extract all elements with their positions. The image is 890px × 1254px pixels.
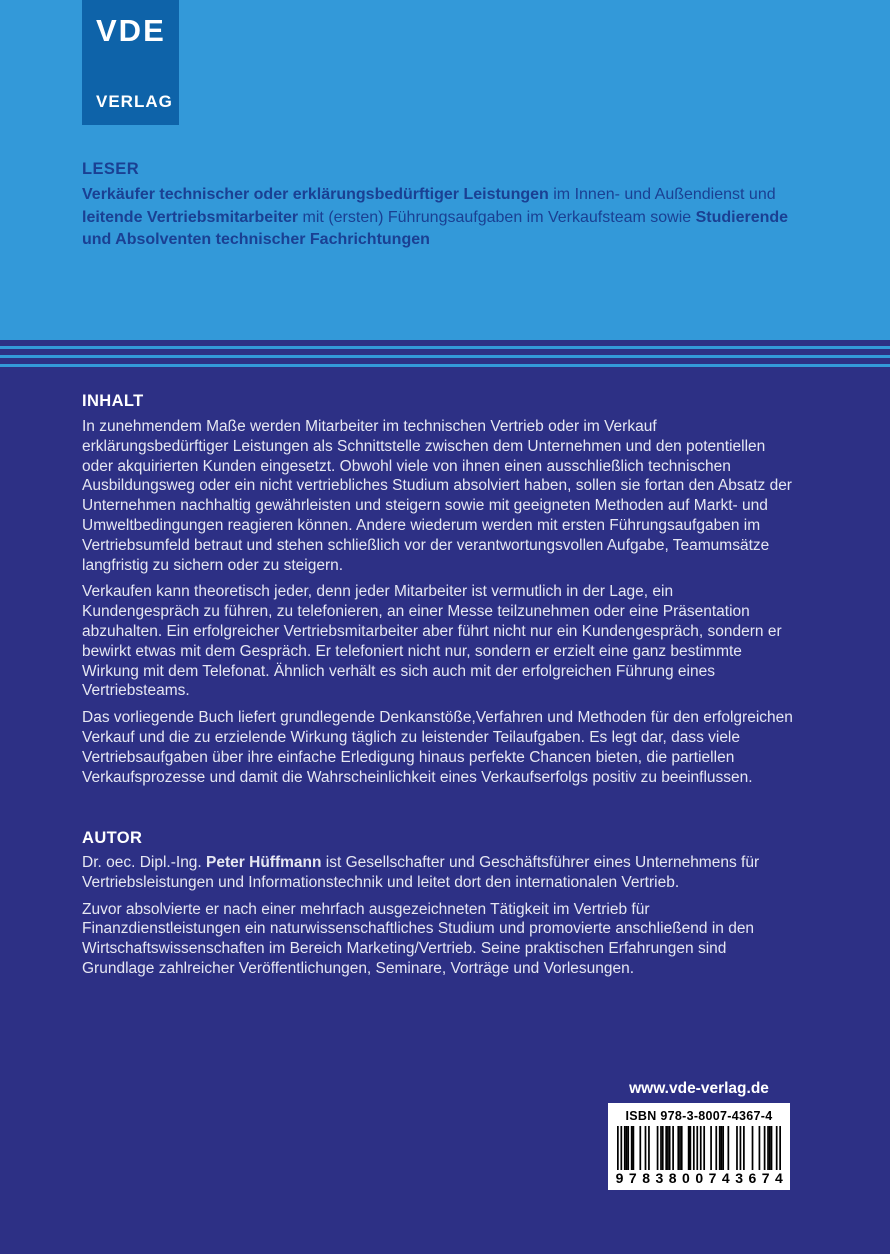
- top-section: [0, 0, 890, 337]
- divider-stripes: [0, 337, 890, 373]
- isbn-barcode-box: [608, 1103, 790, 1190]
- autor-text: [82, 853, 794, 979]
- inhalt-paragraph-2: Verkaufen kann theoretisch jeder, denn jeder Mitarbeiter ist vermutlich in der Lage, ein Kundengespräch zu führen, zu telefonieren, an einer Messe teilzunehmen oder eine Präsentation abzuhalten. Ein erfolgreicher Vertriebsmitarbeiter aber führt nicht nur ein Kundengespräch, sondern er bewirkt etwas mit dem Gespräch. Er telefoniert nicht nur, sondern er erzielt eine ganz bestimmte Wirkung mit dem Telefonat. Ähnlich verhält es sich auch mit der erfolgreichen Führung eines Vertriebsteams.: [82, 583, 782, 700]
- leser-text-segment-2: mit (ersten) Führungsaufgaben im Verkaufsteam sowie: [298, 208, 696, 226]
- inhalt-paragraph-3: Das vorliegende Buch liefert grundlegende Denkanstöße,Verfahren und Methoden für den erfolgreichen Verkauf und die zu erzielende Wirkung täglich zu leistender Teilaufgaben. Es legt dar, dass viele Vertriebsaufgaben über ihre einfache Erledigung hinaus perfekte Chancen bieten, die partiellen Verkaufsprozesse und damit die Wahrscheinlichkeit eines Verkaufserfolgs positiv zu beeinflussen.: [82, 709, 793, 786]
- autor-text-segment: ist Gesellschafter und Geschäftsführer eines Unternehmens für Vertriebsleistungen und Informationstechnik und leitet dort den internationalen Vertrieb.: [82, 854, 760, 891]
- leser-heading: LESER: [82, 160, 140, 178]
- autor-paragraph-2: Zuvor absolvierte er nach einer mehrfach ausgezeichneten Tätigkeit im Vertrieb für Finanzdienstleistungen ein naturwissenschaftliches Studium und promovierte anschließend in den Wirtschaftswissenschaften im Bereich Marketing/Vertrieb. Seine praktischen Erfahrungen sind Grundlage zahlreicher Veröffentlichungen, Seminare, Vorträge und Vorlesungen.: [82, 900, 755, 977]
- leser-paragraph: [82, 184, 790, 252]
- leser-bold-segment-3: Studierende und Absolventen technischer Fachrichtungen: [82, 208, 789, 248]
- author-name: Peter Hüffmann: [206, 854, 322, 871]
- ean-number: 9783800743674: [615, 1170, 789, 1186]
- leser-bold-segment-2: leitende Vertriebsmitarbeiter: [82, 208, 299, 226]
- inhalt-paragraph-1: In zunehmendem Maße werden Mitarbeiter im technischen Vertrieb oder im Verkauf erklärungsbedürftiger Leistungen als Schnittstelle zwischen dem Unternehmen und den potentiellen oder akquirierten Kunden eingesetzt. Obwohl viele von ihnen einen ausschließlich technischen Ausbildungsweg oder ein nicht vertriebliches Studium absolviert haben, sollen sie fortan den Absatz der Unternehmen nachhaltig gewährleisten und steigern sowie mit geeigneten Methoden auf Markt- und Umweltbedingungen reagieren können. Andere wiederum werden mit ersten Führungsaufgaben im Vertriebsumfeld betraut und stehen schließlich vor der verantwortungsvollen Aufgabe, Teamumsätze langfristig zu sichern oder zu steigern.: [82, 418, 792, 574]
- leser-bold-segment-1: Verkäufer technischer oder erklärungsbedürftiger Leistungen: [82, 186, 549, 203]
- logo-subtitle: VERLAG: [96, 92, 173, 111]
- ean-barcode: [617, 1126, 781, 1170]
- publisher-website: www.vde-verlag.de: [629, 1080, 769, 1097]
- inhalt-heading: INHALT: [82, 392, 144, 410]
- leser-text-segment-1: im Innen- und Außendienst und: [548, 186, 776, 203]
- inhalt-text: [82, 417, 794, 787]
- autor-paragraph-1: [82, 853, 794, 893]
- logo-title: VDE: [96, 13, 166, 48]
- autor-heading: AUTOR: [82, 829, 143, 847]
- bottom-section: [0, 373, 890, 1254]
- autor-title-prefix: Dr. oec. Dipl.-Ing.: [82, 854, 207, 871]
- vde-verlag-logo: [82, 0, 179, 125]
- isbn-label: ISBN 978-3-8007-4367-4: [625, 1109, 773, 1123]
